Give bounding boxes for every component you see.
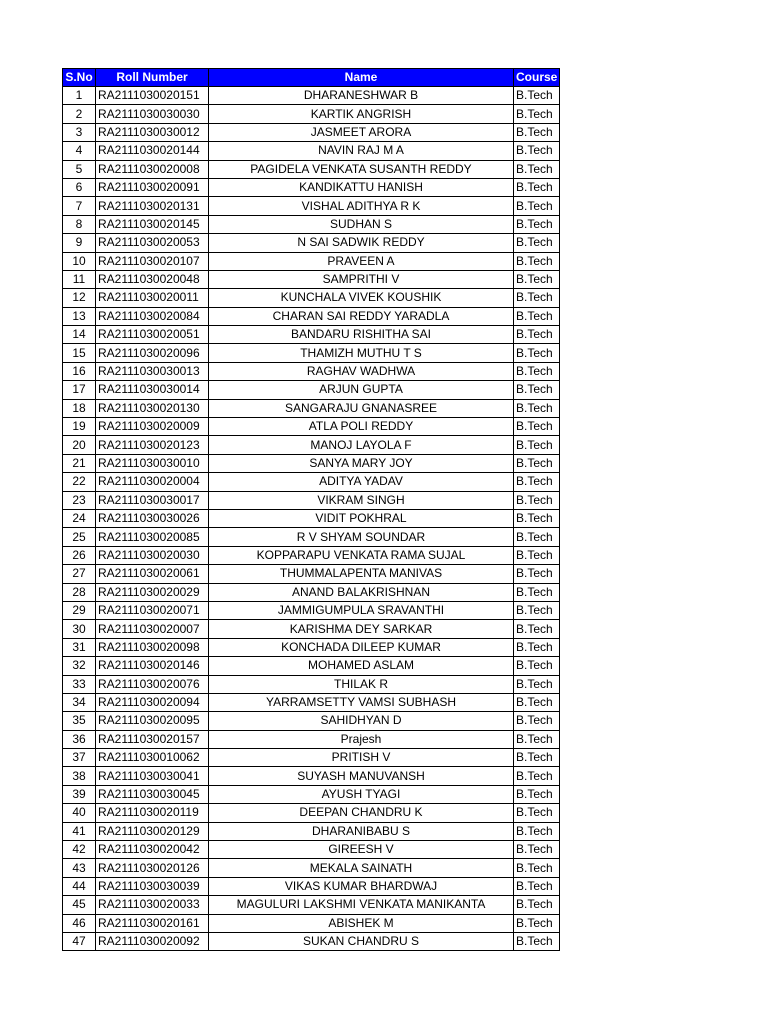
course-cell: B.Tech (514, 785, 560, 803)
student-name-cell: JASMEET ARORA (209, 123, 514, 141)
table-row (63, 344, 560, 362)
table-row (63, 620, 560, 638)
course-cell: B.Tech (514, 234, 560, 252)
course-cell: B.Tech (514, 252, 560, 270)
sno-cell: 30 (63, 620, 96, 638)
sno-cell: 32 (63, 657, 96, 675)
sno-cell: 31 (63, 638, 96, 656)
course-cell: B.Tech (514, 693, 560, 711)
sno-cell: 26 (63, 546, 96, 564)
sno-cell: 16 (63, 362, 96, 380)
course-cell: B.Tech (514, 399, 560, 417)
roll-number-cell: RA2111030020098 (96, 638, 209, 656)
student-name-cell: Prajesh (209, 730, 514, 748)
student-name-cell: KANDIKATTU HANISH (209, 178, 514, 196)
student-name-cell: DHARANIBABU S (209, 822, 514, 840)
sno-cell: 44 (63, 877, 96, 895)
course-cell: B.Tech (514, 675, 560, 693)
sno-cell: 19 (63, 418, 96, 436)
sno-cell: 9 (63, 234, 96, 252)
table-row (63, 730, 560, 748)
sno-cell: 6 (63, 178, 96, 196)
roll-number-cell: RA2111030010062 (96, 749, 209, 767)
table-row (63, 638, 560, 656)
roll-number-cell: RA2111030020131 (96, 197, 209, 215)
student-name-cell: SUDHAN S (209, 215, 514, 233)
course-cell: B.Tech (514, 344, 560, 362)
table-row (63, 418, 560, 436)
course-cell: B.Tech (514, 730, 560, 748)
roll-number-cell: RA2111030020130 (96, 399, 209, 417)
sno-cell: 23 (63, 491, 96, 509)
course-cell: B.Tech (514, 307, 560, 325)
sno-cell: 18 (63, 399, 96, 417)
sno-cell: 27 (63, 565, 96, 583)
table-row (63, 565, 560, 583)
roll-number-cell: RA2111030030010 (96, 454, 209, 472)
course-cell: B.Tech (514, 160, 560, 178)
course-cell: B.Tech (514, 491, 560, 509)
student-name-cell: PRAVEEN A (209, 252, 514, 270)
roll-number-cell: RA2111030020007 (96, 620, 209, 638)
course-cell: B.Tech (514, 767, 560, 785)
roll-number-cell: RA2111030020076 (96, 675, 209, 693)
sno-cell: 14 (63, 326, 96, 344)
table-row (63, 583, 560, 601)
student-name-cell: JAMMIGUMPULA SRAVANTHI (209, 601, 514, 619)
roll-number-column-header: Roll Number (96, 69, 209, 87)
table-row (63, 234, 560, 252)
table-row (63, 270, 560, 288)
sno-cell: 12 (63, 289, 96, 307)
roll-number-cell: RA2111030020151 (96, 87, 209, 105)
student-roster-table (62, 68, 560, 951)
course-cell: B.Tech (514, 381, 560, 399)
sno-cell: 45 (63, 896, 96, 914)
course-cell: B.Tech (514, 105, 560, 123)
table-row (63, 491, 560, 509)
course-cell: B.Tech (514, 583, 560, 601)
table-row (63, 399, 560, 417)
table-row (63, 546, 560, 564)
name-column-header: Name (209, 69, 514, 87)
roll-number-cell: RA2111030020051 (96, 326, 209, 344)
student-name-cell: N SAI SADWIK REDDY (209, 234, 514, 252)
sno-cell: 36 (63, 730, 96, 748)
sno-cell: 7 (63, 197, 96, 215)
student-name-cell: SANYA MARY JOY (209, 454, 514, 472)
student-name-cell: KARISHMA DEY SARKAR (209, 620, 514, 638)
student-name-cell: MAGULURI LAKSHMI VENKATA MANIKANTA (209, 896, 514, 914)
table-row (63, 326, 560, 344)
student-name-cell: THAMIZH MUTHU T S (209, 344, 514, 362)
table-row (63, 436, 560, 454)
roll-number-cell: RA2111030020042 (96, 841, 209, 859)
roll-number-cell: RA2111030030039 (96, 877, 209, 895)
sno-cell: 3 (63, 123, 96, 141)
roll-number-cell: RA2111030030014 (96, 381, 209, 399)
roll-number-cell: RA2111030020009 (96, 418, 209, 436)
student-name-cell: R V SHYAM SOUNDAR (209, 528, 514, 546)
roll-number-cell: RA2111030020126 (96, 859, 209, 877)
student-name-cell: KARTIK ANGRISH (209, 105, 514, 123)
student-name-cell: THUMMALAPENTA MANIVAS (209, 565, 514, 583)
table-row (63, 841, 560, 859)
table-row (63, 454, 560, 472)
roll-number-cell: RA2111030020071 (96, 601, 209, 619)
table-row (63, 767, 560, 785)
table-row (63, 804, 560, 822)
table-row (63, 123, 560, 141)
course-cell: B.Tech (514, 509, 560, 527)
table-row (63, 822, 560, 840)
table-header-row (63, 69, 560, 87)
course-cell: B.Tech (514, 454, 560, 472)
roll-number-cell: RA2111030020095 (96, 712, 209, 730)
student-name-cell: SUYASH MANUVANSH (209, 767, 514, 785)
roll-number-cell: RA2111030020033 (96, 896, 209, 914)
student-name-cell: SUKAN CHANDRU S (209, 932, 514, 950)
table-row (63, 785, 560, 803)
sno-cell: 24 (63, 509, 96, 527)
table-row (63, 528, 560, 546)
sno-cell: 29 (63, 601, 96, 619)
course-cell: B.Tech (514, 822, 560, 840)
sno-cell: 40 (63, 804, 96, 822)
table-row (63, 693, 560, 711)
table-row (63, 601, 560, 619)
sno-cell: 37 (63, 749, 96, 767)
roll-number-cell: RA2111030020145 (96, 215, 209, 233)
course-cell: B.Tech (514, 749, 560, 767)
roll-number-cell: RA2111030020048 (96, 270, 209, 288)
sno-cell: 25 (63, 528, 96, 546)
table-row (63, 362, 560, 380)
course-cell: B.Tech (514, 362, 560, 380)
student-name-cell: MANOJ LAYOLA F (209, 436, 514, 454)
student-name-cell: THILAK R (209, 675, 514, 693)
student-name-cell: AYUSH TYAGI (209, 785, 514, 803)
course-cell: B.Tech (514, 841, 560, 859)
sno-cell: 33 (63, 675, 96, 693)
table-row (63, 197, 560, 215)
table-row (63, 289, 560, 307)
sno-cell: 2 (63, 105, 96, 123)
roll-number-cell: RA2111030030026 (96, 509, 209, 527)
student-name-cell: VIKAS KUMAR BHARDWAJ (209, 877, 514, 895)
roll-number-cell: RA2111030030030 (96, 105, 209, 123)
sno-cell: 38 (63, 767, 96, 785)
roll-number-cell: RA2111030020161 (96, 914, 209, 932)
sno-cell: 46 (63, 914, 96, 932)
table-row (63, 252, 560, 270)
student-name-cell: KUNCHALA VIVEK KOUSHIK (209, 289, 514, 307)
roll-number-cell: RA2111030020157 (96, 730, 209, 748)
roll-number-cell: RA2111030020029 (96, 583, 209, 601)
sno-cell: 47 (63, 932, 96, 950)
student-name-cell: ADITYA YADAV (209, 473, 514, 491)
student-name-cell: GIREESH V (209, 841, 514, 859)
course-cell: B.Tech (514, 804, 560, 822)
roll-number-cell: RA2111030020084 (96, 307, 209, 325)
student-name-cell: VIDIT POKHRAL (209, 509, 514, 527)
sno-cell: 17 (63, 381, 96, 399)
sno-cell: 22 (63, 473, 96, 491)
table-row (63, 657, 560, 675)
sno-cell: 28 (63, 583, 96, 601)
roll-number-cell: RA2111030020061 (96, 565, 209, 583)
roll-number-cell: RA2111030020053 (96, 234, 209, 252)
table-row (63, 105, 560, 123)
course-cell: B.Tech (514, 473, 560, 491)
roll-number-cell: RA2111030020119 (96, 804, 209, 822)
course-cell: B.Tech (514, 178, 560, 196)
sno-cell: 42 (63, 841, 96, 859)
roll-number-cell: RA2111030030045 (96, 785, 209, 803)
course-cell: B.Tech (514, 877, 560, 895)
course-cell: B.Tech (514, 87, 560, 105)
course-cell: B.Tech (514, 528, 560, 546)
roll-number-cell: RA2111030030012 (96, 123, 209, 141)
course-cell: B.Tech (514, 270, 560, 288)
table-row (63, 381, 560, 399)
student-name-cell: ABISHEK M (209, 914, 514, 932)
sno-cell: 4 (63, 142, 96, 160)
table-row (63, 142, 560, 160)
table-row (63, 87, 560, 105)
course-cell: B.Tech (514, 326, 560, 344)
course-cell: B.Tech (514, 197, 560, 215)
roll-number-cell: RA2111030020085 (96, 528, 209, 546)
table-row (63, 896, 560, 914)
course-cell: B.Tech (514, 638, 560, 656)
sno-cell: 35 (63, 712, 96, 730)
student-name-cell: SAMPRITHI V (209, 270, 514, 288)
student-name-cell: KOPPARAPU VENKATA RAMA SUJAL (209, 546, 514, 564)
student-name-cell: RAGHAV WADHWA (209, 362, 514, 380)
course-cell: B.Tech (514, 601, 560, 619)
roll-number-cell: RA2111030030017 (96, 491, 209, 509)
student-name-cell: ATLA POLI REDDY (209, 418, 514, 436)
table-row (63, 712, 560, 730)
table-row (63, 215, 560, 233)
table-row (63, 178, 560, 196)
sno-cell: 1 (63, 87, 96, 105)
course-cell: B.Tech (514, 289, 560, 307)
roll-number-cell: RA2111030020129 (96, 822, 209, 840)
table-row (63, 509, 560, 527)
student-name-cell: SAHIDHYAN D (209, 712, 514, 730)
course-cell: B.Tech (514, 896, 560, 914)
course-cell: B.Tech (514, 546, 560, 564)
student-name-cell: VISHAL ADITHYA R K (209, 197, 514, 215)
table-row (63, 932, 560, 950)
sno-cell: 34 (63, 693, 96, 711)
table-row (63, 914, 560, 932)
roll-number-cell: RA2111030020011 (96, 289, 209, 307)
roll-number-cell: RA2111030020092 (96, 932, 209, 950)
sno-cell: 20 (63, 436, 96, 454)
student-name-cell: YARRAMSETTY VAMSI SUBHASH (209, 693, 514, 711)
sno-cell: 21 (63, 454, 96, 472)
roll-number-cell: RA2111030020030 (96, 546, 209, 564)
sno-cell: 8 (63, 215, 96, 233)
sno-cell: 11 (63, 270, 96, 288)
course-cell: B.Tech (514, 215, 560, 233)
course-cell: B.Tech (514, 932, 560, 950)
student-name-cell: MEKALA SAINATH (209, 859, 514, 877)
student-name-cell: KONCHADA DILEEP KUMAR (209, 638, 514, 656)
sno-cell: 39 (63, 785, 96, 803)
student-name-cell: ARJUN GUPTA (209, 381, 514, 399)
course-cell: B.Tech (514, 859, 560, 877)
course-cell: B.Tech (514, 123, 560, 141)
roll-number-cell: RA2111030020094 (96, 693, 209, 711)
roll-number-cell: RA2111030030041 (96, 767, 209, 785)
table-row (63, 473, 560, 491)
roll-number-cell: RA2111030020091 (96, 178, 209, 196)
sno-cell: 41 (63, 822, 96, 840)
course-cell: B.Tech (514, 418, 560, 436)
student-name-cell: ANAND BALAKRISHNAN (209, 583, 514, 601)
student-name-cell: PAGIDELA VENKATA SUSANTH REDDY (209, 160, 514, 178)
course-column-header: Course (514, 69, 560, 87)
course-cell: B.Tech (514, 657, 560, 675)
course-cell: B.Tech (514, 565, 560, 583)
roll-number-cell: RA2111030020008 (96, 160, 209, 178)
student-name-cell: VIKRAM SINGH (209, 491, 514, 509)
sno-cell: 15 (63, 344, 96, 362)
sno-cell: 10 (63, 252, 96, 270)
roll-number-cell: RA2111030020107 (96, 252, 209, 270)
student-name-cell: DHARANESHWAR B (209, 87, 514, 105)
course-cell: B.Tech (514, 436, 560, 454)
table-row (63, 675, 560, 693)
table-row (63, 877, 560, 895)
student-name-cell: DEEPAN CHANDRU K (209, 804, 514, 822)
student-name-cell: MOHAMED ASLAM (209, 657, 514, 675)
table-row (63, 160, 560, 178)
roll-number-cell: RA2111030020004 (96, 473, 209, 491)
student-name-cell: CHARAN SAI REDDY YARADLA (209, 307, 514, 325)
roll-number-cell: RA2111030020144 (96, 142, 209, 160)
course-cell: B.Tech (514, 142, 560, 160)
student-name-cell: NAVIN RAJ M A (209, 142, 514, 160)
sno-column-header: S.No (63, 69, 96, 87)
roll-number-cell: RA2111030020146 (96, 657, 209, 675)
sno-cell: 43 (63, 859, 96, 877)
sno-cell: 5 (63, 160, 96, 178)
course-cell: B.Tech (514, 620, 560, 638)
roll-number-cell: RA2111030030013 (96, 362, 209, 380)
student-name-cell: PRITISH V (209, 749, 514, 767)
roll-number-cell: RA2111030020096 (96, 344, 209, 362)
student-name-cell: SANGARAJU GNANASREE (209, 399, 514, 417)
table-row (63, 749, 560, 767)
student-name-cell: BANDARU RISHITHA SAI (209, 326, 514, 344)
course-cell: B.Tech (514, 914, 560, 932)
table-body (63, 87, 560, 951)
table-row (63, 307, 560, 325)
course-cell: B.Tech (514, 712, 560, 730)
table-row (63, 859, 560, 877)
roll-number-cell: RA2111030020123 (96, 436, 209, 454)
sno-cell: 13 (63, 307, 96, 325)
